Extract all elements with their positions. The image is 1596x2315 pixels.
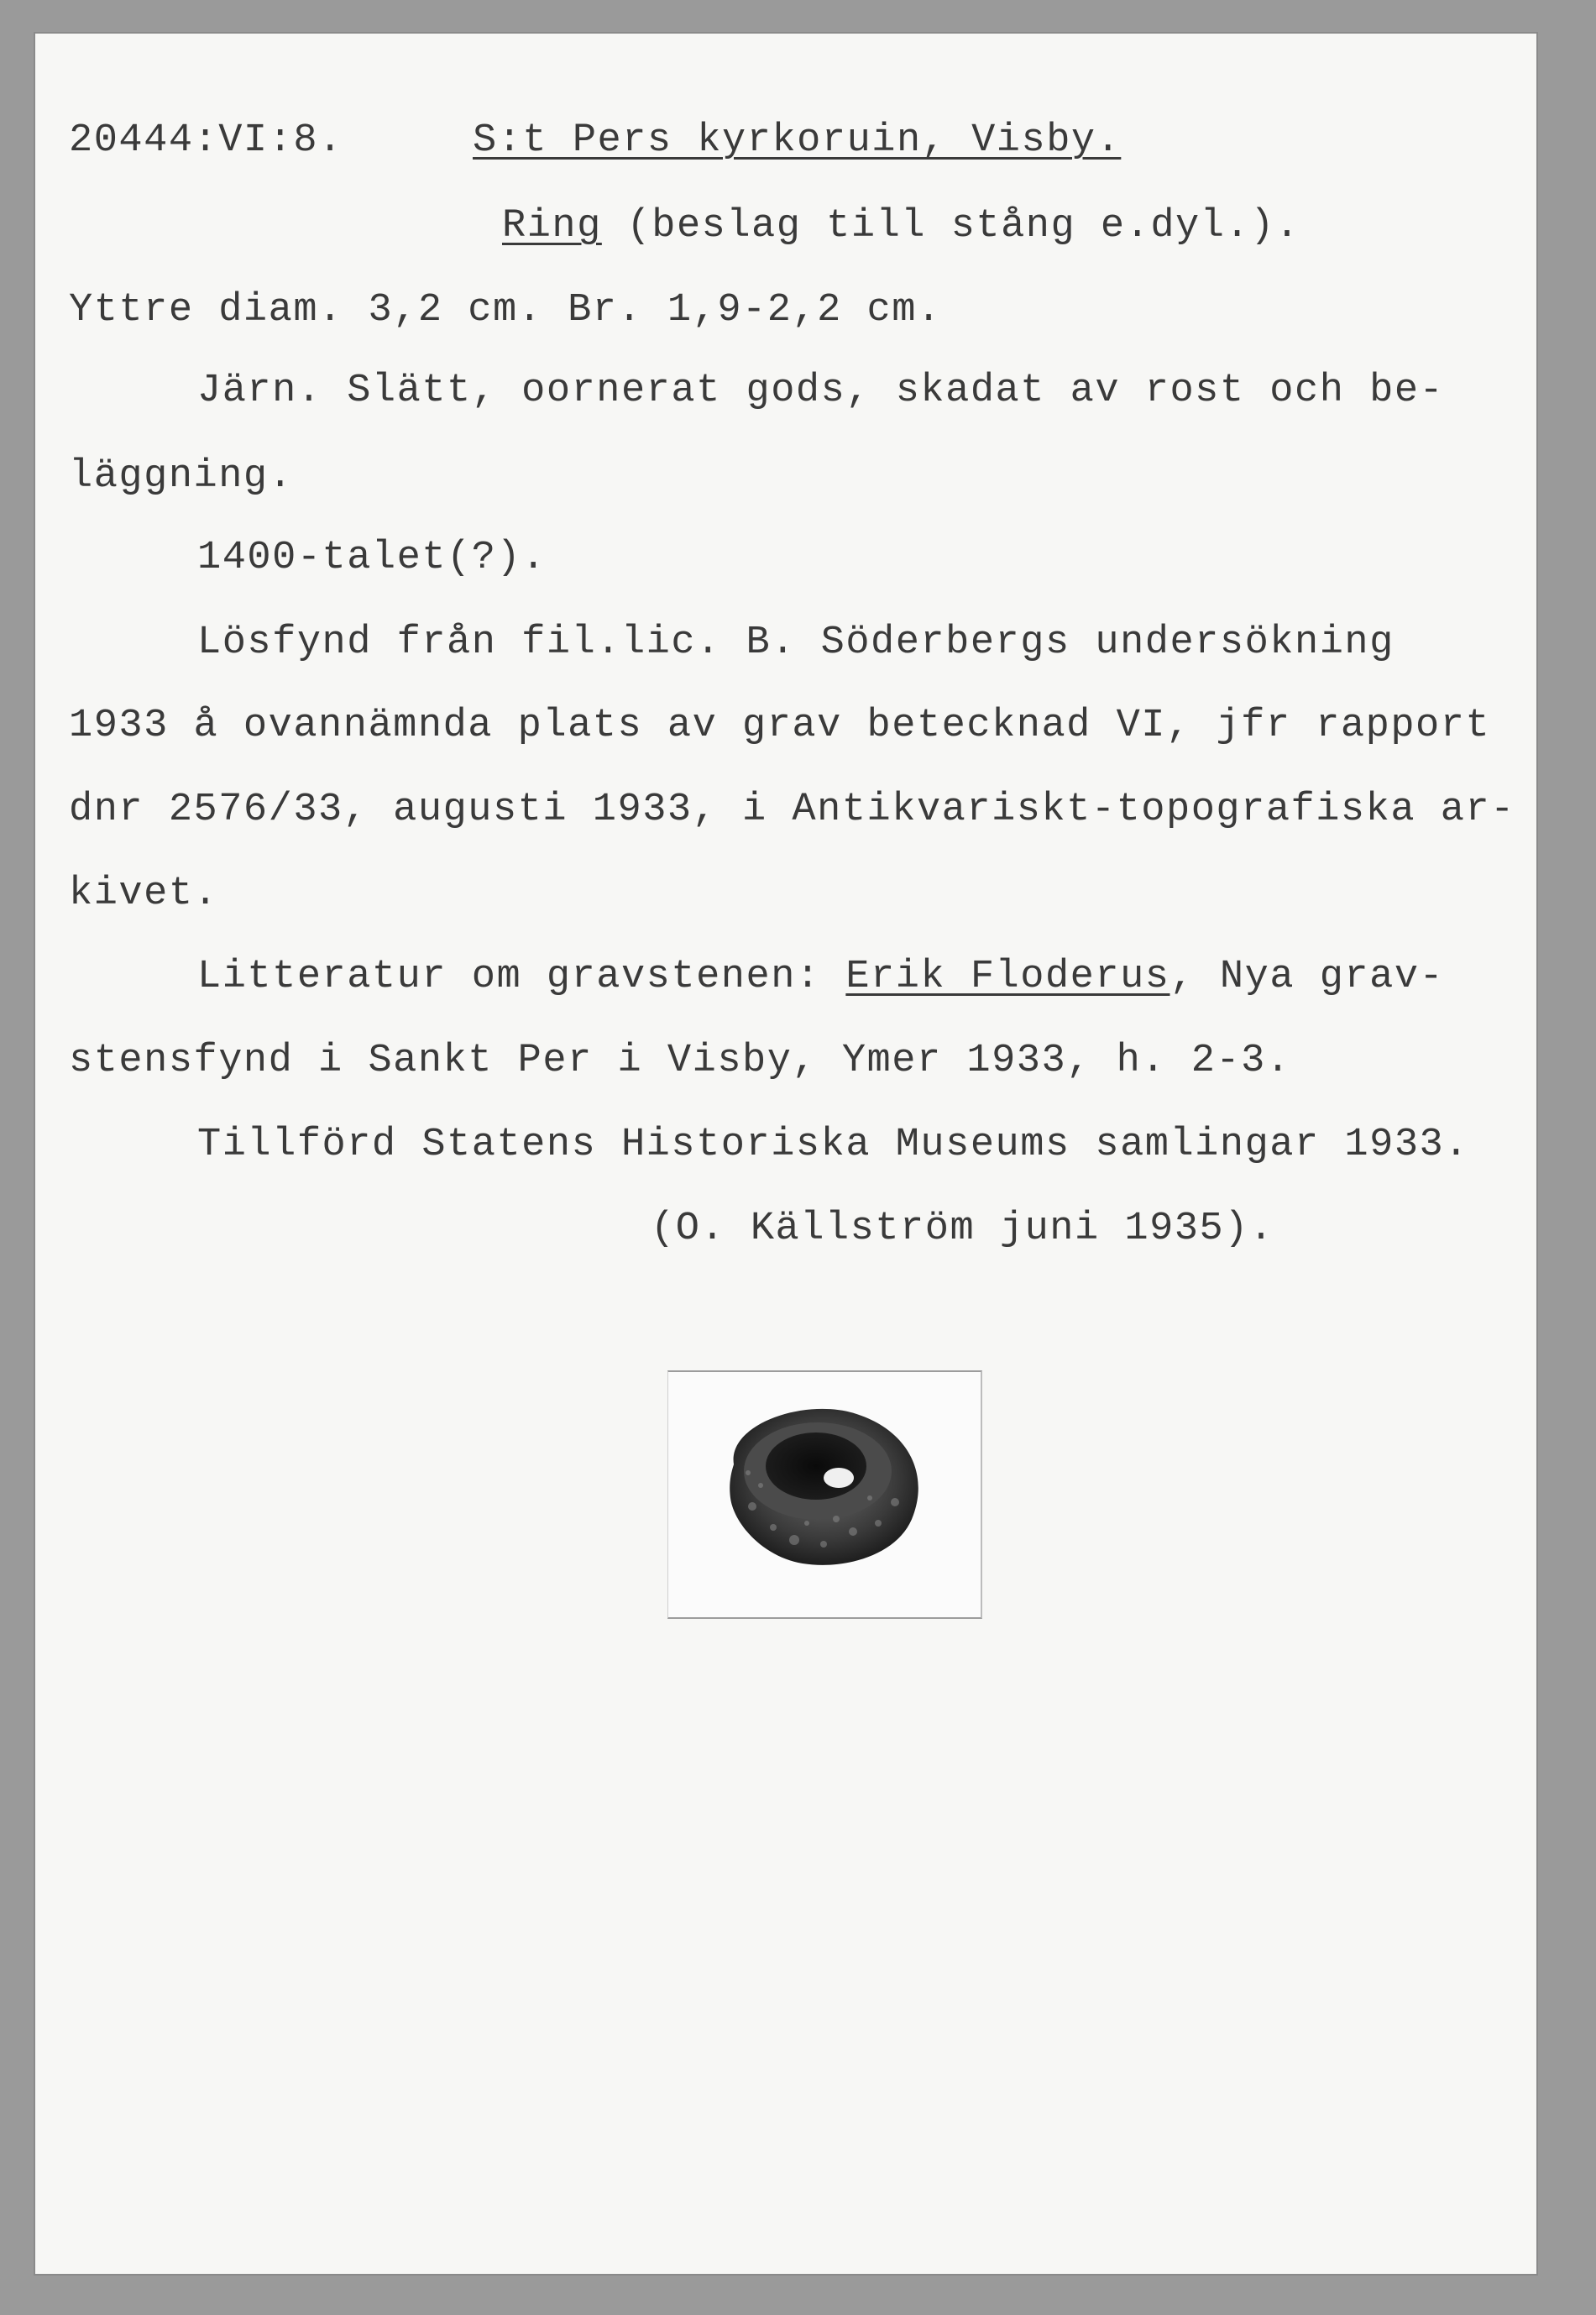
- find-line-2: 1933 å ovannämnda plats av grav betecknad VI, jfr rapport: [69, 704, 1491, 748]
- find-line-4: kivet.: [69, 872, 219, 916]
- dating: 1400-talet(?).: [197, 536, 547, 580]
- object-title: [502, 203, 1300, 250]
- material-line-2: läggning.: [69, 454, 294, 499]
- ring-hole-light: [824, 1468, 854, 1488]
- dimensions: Yttre diam. 3,2 cm. Br. 1,9-2,2 cm.: [69, 288, 942, 333]
- object-name: Ring: [502, 204, 602, 249]
- catalog-number: 20444:VI:8.: [69, 118, 343, 163]
- literature-prefix: Litteratur om gravstenen:: [197, 955, 846, 999]
- literature-line-1: [197, 954, 1444, 1001]
- signature: (O. Källström juni 1935).: [651, 1207, 1274, 1251]
- accession-note: Tillförd Statens Historiska Museums samlingar 1933.: [197, 1123, 1469, 1167]
- ring-image: [668, 1372, 981, 1617]
- literature-line-2: stensfynd i Sankt Per i Visby, Ymer 1933, h. 2-3.: [69, 1039, 1291, 1083]
- ring-photo: [667, 1370, 982, 1619]
- ring-hole: [766, 1432, 866, 1500]
- find-line-3: dnr 2576/33, augusti 1933, i Antikvariskt-topografiska ar-: [69, 788, 1515, 832]
- location-title: S:t Pers kyrkoruin, Visby.: [473, 118, 1122, 163]
- catalog-card: [35, 34, 1536, 2274]
- literature-author: Erik Floderus: [845, 955, 1170, 999]
- material-line-1: Järn. Slätt, oornerat gods, skadat av rost och be-: [197, 369, 1445, 413]
- find-line-1: Lösfynd från fil.lic. B. Söderbergs undersökning: [197, 621, 1395, 665]
- literature-suffix: , Nya grav-: [1170, 955, 1445, 999]
- object-description: (beslag till stång e.dyl.).: [601, 204, 1300, 249]
